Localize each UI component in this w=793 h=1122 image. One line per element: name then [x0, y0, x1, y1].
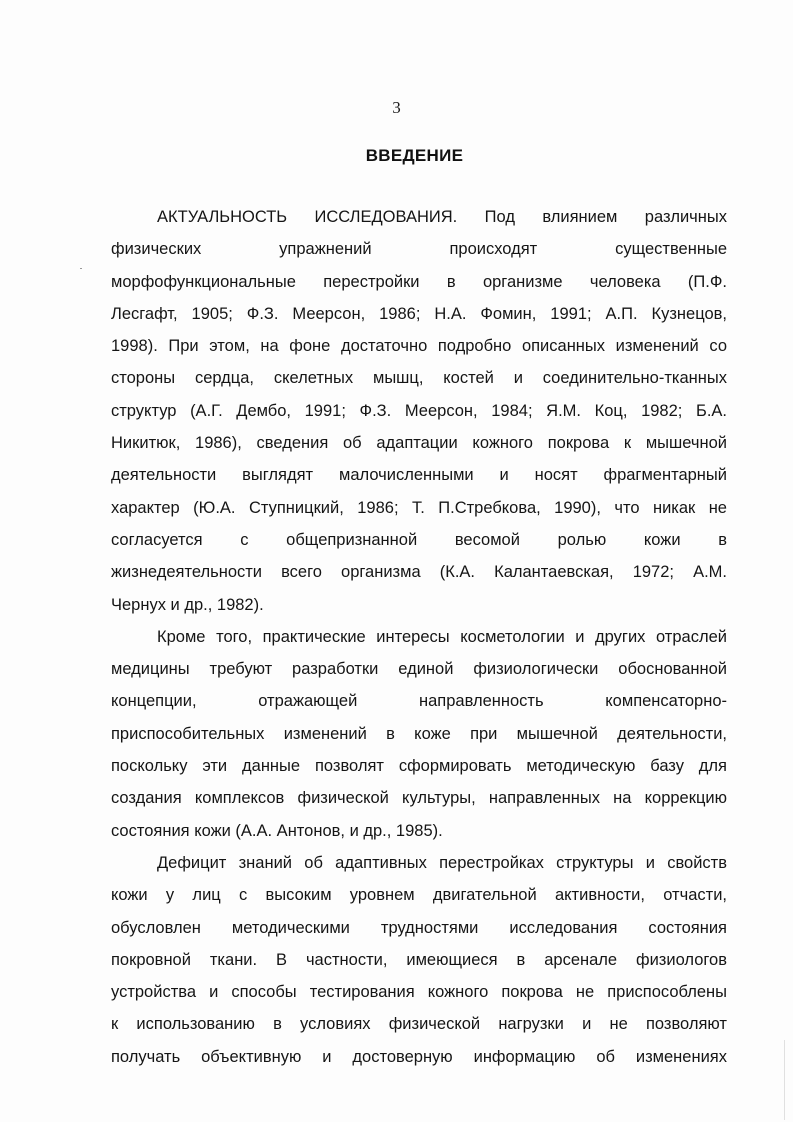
text-line: жизнедеятельности всего организма (К.А. Калантаевская, 1972; А.М.: [111, 563, 727, 582]
text-line: медицины требуют разработки единой физиологически обоснованной: [111, 660, 727, 679]
text-line: согласуется с общепризнанной весомой ролью кожи в: [111, 530, 727, 549]
text-line: поскольку эти данные позволят сформировать методическую базу для: [111, 757, 727, 776]
text-line: Никитюк, 1986), сведения об адаптации кожного покрова к мышечной: [111, 434, 727, 453]
paragraph-relevance: [111, 201, 727, 621]
text-line: создания комплексов физической культуры, направленных на коррекцию: [111, 789, 727, 808]
text-line: устройства и способы тестирования кожного покрова не приспособлены: [111, 983, 727, 1002]
text-line: структур (А.Г. Дембо, 1991; Ф.З. Меерсон, 1984; Я.М. Коц, 1982; Б.А.: [111, 401, 727, 420]
text-line: Кроме того, практические интересы косметологии и других отраслей: [157, 627, 727, 646]
text-line: морфофункциональные перестройки в организме человека (П.Ф.: [111, 272, 727, 291]
paragraph-knowledge-deficit: [111, 847, 727, 1073]
text-line: физических упражнений происходят существенные: [111, 240, 727, 259]
scan-edge-shadow: [784, 1040, 785, 1120]
text-line: концепции, отражающей направленность компенсаторно-: [111, 692, 727, 711]
text-line: Дефицит знаний об адаптивных перестройках структуры и свойств: [157, 853, 727, 872]
text-line: кожи у лиц с высоким уровнем двигательной активности, отчасти,: [111, 886, 727, 905]
section-heading: ВВЕДЕНИЕ: [365, 146, 464, 165]
text-line: характер (Ю.А. Ступницкий, 1986; Т. П.Стребкова, 1990), что никак не: [111, 498, 727, 517]
text-line: покровной ткани. В частности, имеющиеся в арсенале физиологов: [111, 950, 727, 969]
text-line: деятельности выглядят малочисленными и носят фрагментарный: [111, 466, 727, 485]
text-line: Чернух и др., 1982).: [111, 595, 264, 614]
text-line: Лесгафт, 1905; Ф.З. Меерсон, 1986; Н.А. Фомин, 1991; А.П. Кузнецов,: [111, 304, 727, 323]
text-line: АКТУАЛЬНОСТЬ ИССЛЕДОВАНИЯ. Под влиянием различных: [157, 208, 727, 226]
text-line: стороны сердца, скелетных мышц, костей и соединительно-тканных: [111, 369, 727, 388]
scan-artifact: [80, 268, 82, 269]
text-line: к использованию в условиях физической нагрузки и не позволяют: [111, 1015, 727, 1034]
page-number: 3: [392, 98, 401, 117]
text-line: приспособительных изменений в коже при мышечной деятельности,: [111, 724, 727, 743]
text-line: 1998). При этом, на фоне достаточно подробно описанных изменений со: [111, 337, 727, 356]
text-line: обусловлен методическими трудностями исследования состояния: [111, 918, 727, 937]
body-text: [111, 201, 727, 1073]
text-line: получать объективную и достоверную информацию об изменениях: [111, 1047, 727, 1066]
text-line: состояния кожи (А.А. Антонов, и др., 1985).: [111, 821, 443, 840]
paragraph-cosmetology: [111, 621, 727, 847]
